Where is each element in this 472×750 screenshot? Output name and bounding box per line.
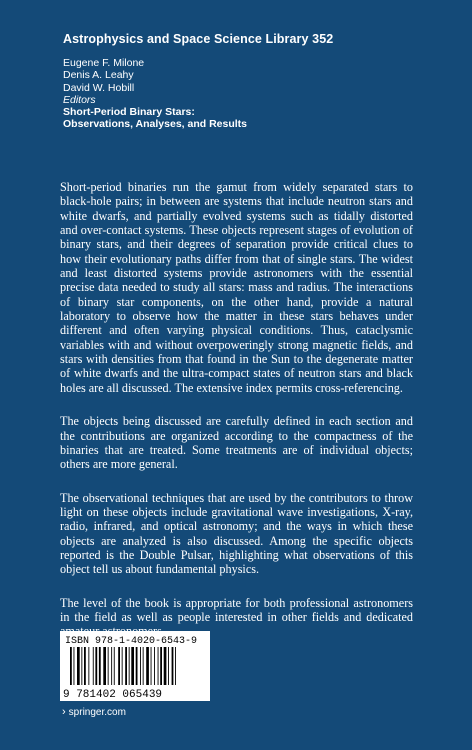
publisher-url-text: springer.com bbox=[68, 706, 126, 718]
isbn-text: ISBN 978-1-4020-6543-9 bbox=[65, 636, 198, 647]
blurb-paragraph: The level of the book is appropriate for both professional astronomers in the field as well as people interested in other fields and dedicated bbox=[60, 595, 413, 624]
blurb bbox=[60, 180, 413, 658]
blurb-paragraph: The observational techniques that are used by the contributors to throw light on these objects include gravitational wave investigations, X-ray, radio, infrared, and optical astronomy; and the ways in which these objects are analyzed is also discussed. Among the specific objects reported is the Double Pulsar, highlighting what observations of this object tell us about fundamental physics. bbox=[60, 490, 413, 577]
chevron-right-icon: › bbox=[62, 706, 66, 718]
barcode-bars bbox=[70, 647, 176, 685]
editors-block bbox=[63, 57, 247, 131]
barcode-digits: 9 781402 065439 bbox=[63, 689, 163, 701]
series-title: Astrophysics and Space Science Library 352 bbox=[63, 32, 334, 46]
editor-name: David W. Hobill bbox=[63, 81, 135, 94]
publisher-url[interactable] bbox=[62, 706, 126, 718]
editor-name: Denis A. Leahy bbox=[63, 69, 134, 82]
isbn-barcode bbox=[60, 631, 210, 701]
editors-label: Editors bbox=[63, 93, 96, 106]
blurb-paragraph: Short-period binaries run the gamut from widely separated stars to black-hole pairs; in between are systems that include neutron stars and white dwarfs, and partially evolved systems such as tidally distorted and over-contact systems. These objects represent stages of evolution of binary stars, and their degrees of separation provide critical clues to how their evolutionary paths differ from that of single stars. The widest and least distorted systems provide astronomers with the essential precise data needed to study all stars: mass and radius. The interactions of binary star components, on the other hand, provide a natural laboratory to observe how the matter in these stars behaves under different and often varying physical conditions. Thus, cataclysmic variables with and without overpoweringly strong magnetic fields, and stars with densities from that found in the Sun to the degenerate matter of white dwarfs and the ultra-compact states of neutron stars and black holes are all discussed. The extensive index permits cross-referencing. bbox=[60, 180, 413, 395]
book-title-line: Short-Period Binary Stars: bbox=[63, 106, 195, 119]
editor-name: Eugene F. Milone bbox=[63, 57, 145, 69]
blurb-paragraph: The objects being discussed are carefully defined in each section and the contributions are organized according to the compactness of the binaries that are treated. Some treatments are of individual objects; others are more general. bbox=[60, 414, 413, 472]
book-title-line: Observations, Analyses, and Results bbox=[63, 118, 248, 131]
